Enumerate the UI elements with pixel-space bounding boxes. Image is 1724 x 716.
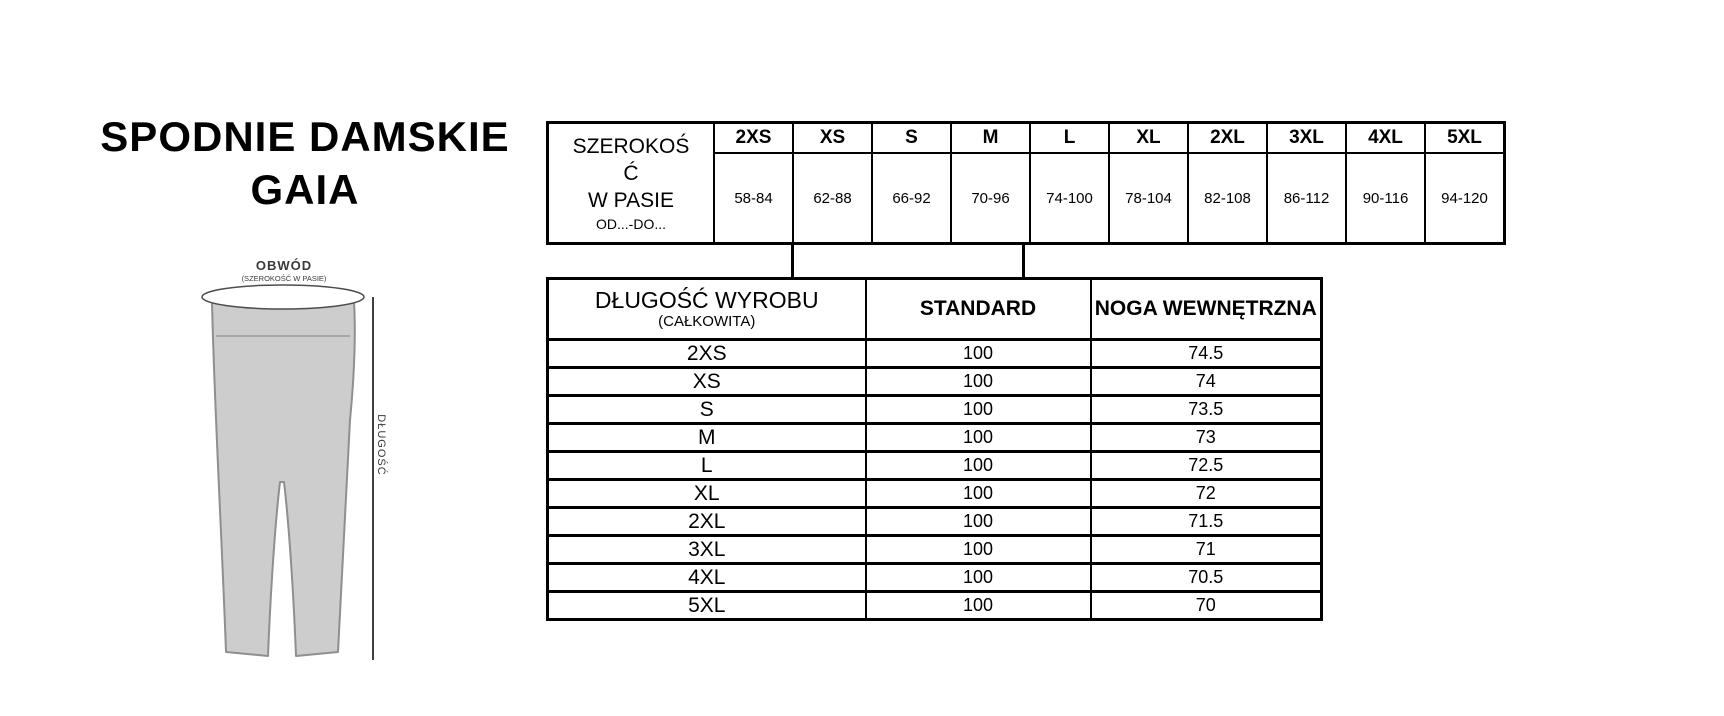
waist-range-cell: 86-112 bbox=[1267, 153, 1346, 244]
product-model: GAIA bbox=[250, 166, 360, 213]
standard-cell: 100 bbox=[866, 396, 1091, 424]
size-header: XL bbox=[1109, 123, 1188, 154]
size-header-row bbox=[548, 123, 1505, 154]
size-cell: 4XL bbox=[548, 564, 866, 592]
inner-leg-cell: 73.5 bbox=[1091, 396, 1322, 424]
table-row bbox=[548, 424, 1322, 452]
size-cell: L bbox=[548, 452, 866, 480]
waist-label: OBWÓD bbox=[255, 258, 313, 273]
waist-sublabel: (SZEROKOŚĆ W PASIE) bbox=[241, 274, 327, 283]
inner-leg-cell: 71.5 bbox=[1091, 508, 1322, 536]
standard-cell: 100 bbox=[866, 508, 1091, 536]
size-cell: S bbox=[548, 396, 866, 424]
inner-leg-cell: 74 bbox=[1091, 368, 1322, 396]
standard-cell: 100 bbox=[866, 424, 1091, 452]
size-cell: 2XS bbox=[548, 340, 866, 368]
size-cell: 5XL bbox=[548, 592, 866, 620]
product-length-table bbox=[546, 277, 1323, 621]
table-row bbox=[548, 536, 1322, 564]
standard-cell: 100 bbox=[866, 340, 1091, 368]
size-header: 2XL bbox=[1188, 123, 1267, 154]
table-row bbox=[548, 592, 1322, 620]
length-title-cell bbox=[548, 279, 866, 340]
size-header: XS bbox=[793, 123, 872, 154]
standard-cell: 100 bbox=[866, 368, 1091, 396]
standard-cell: 100 bbox=[866, 592, 1091, 620]
table-row bbox=[548, 396, 1322, 424]
size-cell: 2XL bbox=[548, 508, 866, 536]
inner-leg-cell: 72.5 bbox=[1091, 452, 1322, 480]
waist-width-table bbox=[546, 121, 1506, 245]
size-cell: 3XL bbox=[548, 536, 866, 564]
size-header: S bbox=[872, 123, 951, 154]
size-cell: XS bbox=[548, 368, 866, 396]
waist-range-cell: 58-84 bbox=[714, 153, 793, 244]
size-cell: XL bbox=[548, 480, 866, 508]
inner-leg-cell: 73 bbox=[1091, 424, 1322, 452]
inner-leg-cell: 70 bbox=[1091, 592, 1322, 620]
size-cell: M bbox=[548, 424, 866, 452]
pants-illustration bbox=[192, 240, 392, 668]
table-row bbox=[548, 452, 1322, 480]
waist-ellipse bbox=[202, 285, 364, 309]
length-subtitle: (CAŁKOWITA) bbox=[658, 313, 756, 330]
standard-column-header: STANDARD bbox=[866, 279, 1091, 340]
size-header: 4XL bbox=[1346, 123, 1425, 154]
waist-range-cell: 82-108 bbox=[1188, 153, 1267, 244]
size-header: 5XL bbox=[1425, 123, 1505, 154]
waist-range-cell: 94-120 bbox=[1425, 153, 1505, 244]
standard-cell: 100 bbox=[866, 564, 1091, 592]
pants-silhouette bbox=[212, 301, 355, 656]
product-name: SPODNIE DAMSKIE bbox=[100, 113, 510, 160]
waist-range-cell: 78-104 bbox=[1109, 153, 1188, 244]
pants-diagram bbox=[192, 240, 392, 668]
size-header: L bbox=[1030, 123, 1109, 154]
size-header: M bbox=[951, 123, 1030, 154]
table-row bbox=[548, 564, 1322, 592]
table-row bbox=[548, 480, 1322, 508]
waist-title-line: W PASIE bbox=[588, 188, 674, 212]
standard-cell: 100 bbox=[866, 452, 1091, 480]
length-table-header-row bbox=[548, 279, 1322, 340]
inner-leg-cell: 72 bbox=[1091, 480, 1322, 508]
table-connector-line bbox=[791, 243, 794, 279]
inner-leg-column-header: NOGA WEWNĘTRZNA bbox=[1091, 279, 1322, 340]
waist-range-cell: 90-116 bbox=[1346, 153, 1425, 244]
waist-width-title-cell bbox=[548, 123, 715, 244]
waist-title-line: Ć bbox=[623, 161, 639, 185]
waist-range-cell: 70-96 bbox=[951, 153, 1030, 244]
standard-cell: 100 bbox=[866, 536, 1091, 564]
waist-range-cell: 62-88 bbox=[793, 153, 872, 244]
standard-cell: 100 bbox=[866, 480, 1091, 508]
waist-range-cell: 66-92 bbox=[872, 153, 951, 244]
waist-title-line: SZEROKOŚ bbox=[572, 134, 690, 158]
size-header: 2XS bbox=[714, 123, 793, 154]
inner-leg-cell: 70.5 bbox=[1091, 564, 1322, 592]
size-header: 3XL bbox=[1267, 123, 1346, 154]
length-title: DŁUGOŚĆ WYROBU bbox=[594, 287, 819, 313]
length-label: DŁUGOŚĆ bbox=[375, 414, 387, 476]
table-row bbox=[548, 508, 1322, 536]
table-connector-line bbox=[1022, 243, 1025, 279]
table-row bbox=[548, 368, 1322, 396]
waist-range-cell: 74-100 bbox=[1030, 153, 1109, 244]
inner-leg-cell: 71 bbox=[1091, 536, 1322, 564]
waist-title-range-hint: OD...-DO... bbox=[596, 215, 666, 232]
table-row bbox=[548, 340, 1322, 368]
inner-leg-cell: 74.5 bbox=[1091, 340, 1322, 368]
page-title bbox=[40, 110, 570, 216]
